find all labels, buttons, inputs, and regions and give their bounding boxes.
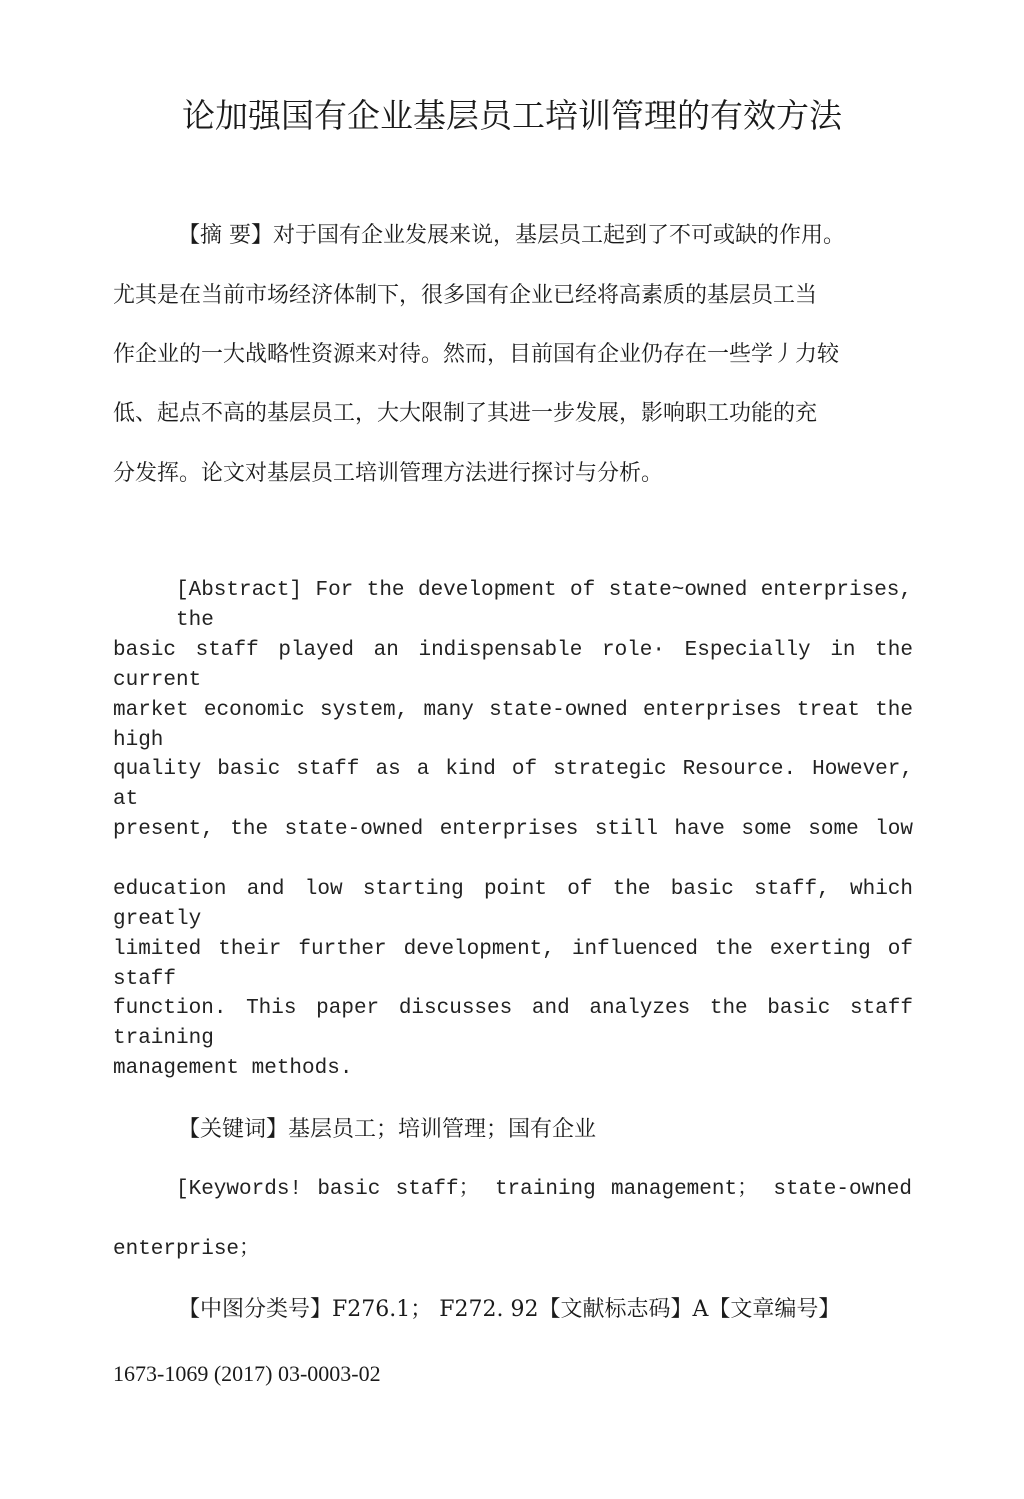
abstract-en-line-7: limited their further development, influenced the exerting of staff [113,938,913,991]
paper-title: 论加强国有企业基层员工培训管理的有效方法 [182,96,842,135]
classification-line-2: 1673-1069 (2017) 03-0003-02 [113,1361,381,1386]
abstract-en-line-3: market economic system, many state-owned enterprises treat the high [113,699,913,752]
classification-line-1: 【中图分类号】F276.1； F272. 92【文献标志码】A【文章编号】 [178,1297,841,1322]
keywords-zh: 【关键词】基层员工；培训管理；国有企业 [178,1117,597,1142]
abstract-en-line-1: [Abstract] For the development of state~owned enterprises, the [176,579,912,632]
keywords-en-line-1: [Keywords! basic staff； training management； state-owned [176,1178,912,1201]
abstract-zh-line-4: 低、起点不高的基层员工，大大限制了其进一步发展，影响职工功能的充 [113,401,818,426]
abstract-en-line-6: education and low starting point of the basic staff, which greatly [113,878,913,931]
abstract-zh-line-1: 【摘 要】对于国有企业发展来说，基层员工起到了不可或缺的作用。 [178,223,845,248]
abstract-zh-line-3: 作企业的一大战略性资源来对待。然而，目前国有企业仍存在一些学丿力较 [113,342,840,367]
keywords-en-line-2: enterprise； [113,1238,261,1261]
abstract-en-line-4: quality basic staff as a kind of strategic Resource. However, at [113,758,913,811]
abstract-en-line-5: present, the state-owned enterprises still have some some low [113,818,913,841]
abstract-en-line-2: basic staff played an indispensable role· Especially in the current [113,639,913,692]
abstract-en-line-8: function. This paper discusses and analyzes the basic staff training [113,997,913,1050]
abstract-en-line-9: management methods. [113,1057,353,1080]
abstract-zh-line-2: 尤其是在当前市场经济体制下，很多国有企业已经将高素质的基层员工当 [113,283,818,308]
abstract-zh-line-5: 分发挥。论文对基层员工培训管理方法进行探讨与分析。 [113,461,664,486]
